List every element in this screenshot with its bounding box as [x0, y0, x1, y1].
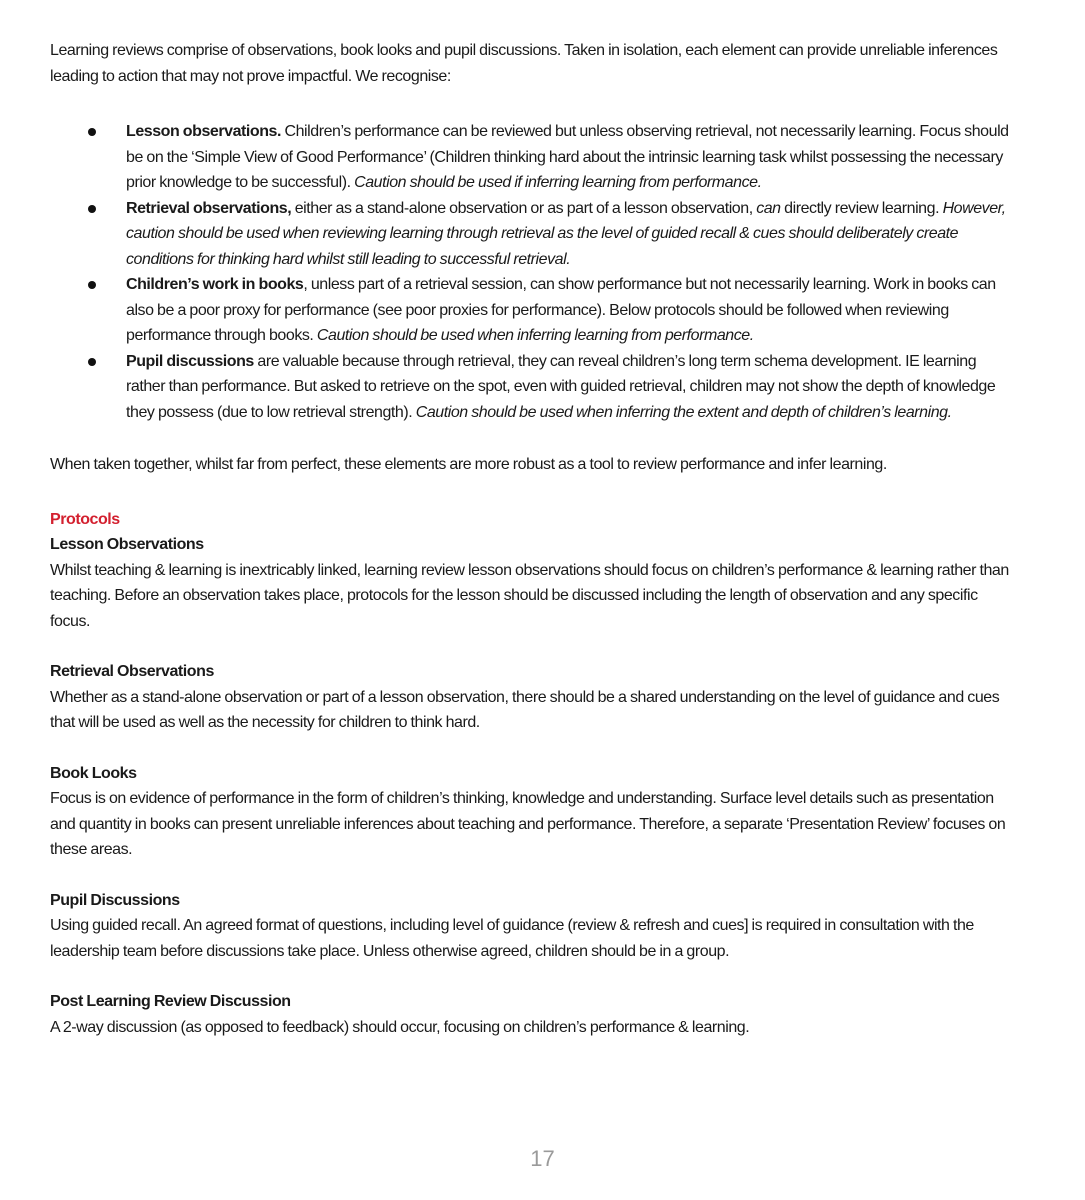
section-title: Book Looks [50, 764, 137, 782]
section-lesson-observations [50, 532, 1015, 634]
list-item-text: , unless part of a retrieval session, can show performance but not necessarily learning. Work in books can also be a poor proxy for performance (see poor proxies for performance). Below protocols should be followed when reviewing performance through books. [126, 276, 996, 344]
section-body: Using guided recall. An agreed format of questions, including level of guidance (review & refresh and cues] is required in consultation with the leadership team before discussions take place. Unless otherwise agreed, children should be in a group. [50, 917, 974, 960]
list-item-text: are valuable because through retrieval, they can reveal children’s long term schema development. IE learning rather than performance. But asked to retrieve on the spot, even with guided retrieval, children may not show the depth of knowledge they possess (due to low retrieval strength). [126, 352, 996, 421]
section-title: Lesson Observations [50, 536, 204, 553]
list-item-caution: Caution should be used when inferring learning from performance. [316, 327, 754, 344]
bullet-icon [88, 205, 96, 213]
summary-paragraph: When taken together, whilst far from perfect, these elements are more robust as a tool to review performance and infer learning. [50, 456, 887, 473]
bullet-icon [88, 128, 96, 136]
bullet-icon [88, 358, 96, 366]
section-retrieval-observations [50, 659, 1015, 736]
section-title: Pupil Discussions [50, 891, 180, 909]
list-item-text: Children’s performance can be reviewed but unless observing retrieval, not necessarily learning. Focus should be on the ‘Simple View of Good Performance’ (Children thinking hard about the intrinsic learning task whilst possessing the necessary prior knowledge to be successful). [126, 123, 1009, 191]
list-item-caution: However, caution should be used when reviewing learning through retrieval as the level of guided recall & cues should deliberately create conditions for thinking hard whilst still leading to successful retrieval. [126, 199, 1006, 268]
list-item-caution: Caution should be used if inferring learning from performance. [354, 174, 762, 191]
list-item-emphasis: can [756, 199, 781, 217]
section-body: Whether as a stand-alone observation or part of a lesson observation, there should be a shared understanding on the level of guidance and cues that will be used as well as the necessity for children to think hard. [50, 688, 1000, 731]
list-item-title: Children’s work in books [126, 276, 304, 293]
section-body: A 2-way discussion (as opposed to feedback) should occur, focusing on children’s performance & learning. [50, 1018, 750, 1036]
list-item-title: Pupil discussions [126, 352, 254, 370]
list-item-text: directly review learning. [780, 199, 943, 217]
bullet-icon [88, 281, 96, 289]
document-page [50, 38, 1015, 1065]
list-item [126, 272, 1015, 349]
list-item [126, 119, 1015, 196]
page-number: 17 [530, 1146, 555, 1171]
list-item-caution: Caution should be used when inferring the extent and depth of children’s learning. [415, 403, 952, 421]
list-item-title: Retrieval observations, [126, 199, 292, 217]
section-pupil-discussions [50, 888, 1015, 965]
section-body: Whilst teaching & learning is inextricably linked, learning review lesson observations should focus on children’s performance & learning rather than teaching. Before an observation takes place, protocols for the lesson should be discussed including the length of observation and any specific focus. [50, 561, 1009, 630]
list-item [126, 349, 1015, 426]
list-item [126, 196, 1015, 273]
intro-paragraph: Learning reviews comprise of observations, book looks and pupil discussions. Taken in isolation, each element can provide unreliable inferences leading to action that may not prove impactful. We recognise: [50, 42, 998, 85]
section-title: Retrieval Observations [50, 663, 214, 680]
section-title: Post Learning Review Discussion [50, 993, 291, 1010]
recognise-list [50, 119, 1015, 425]
list-item-text: either as a stand-alone observation or as part of a lesson observation, [291, 199, 757, 217]
section-body: Focus is on evidence of performance in the form of children’s thinking, knowledge and understanding. Surface level details such as presentation and quantity in books can present unreliable inferences about teaching and performance. Therefore, a separate ‘Presentation Review’ focuses on these areas. [50, 790, 1006, 858]
protocols-heading: Protocols [50, 510, 120, 528]
list-item-title: Lesson observations. [126, 123, 281, 140]
section-book-looks [50, 761, 1015, 863]
section-post-learning-review [50, 989, 1015, 1040]
